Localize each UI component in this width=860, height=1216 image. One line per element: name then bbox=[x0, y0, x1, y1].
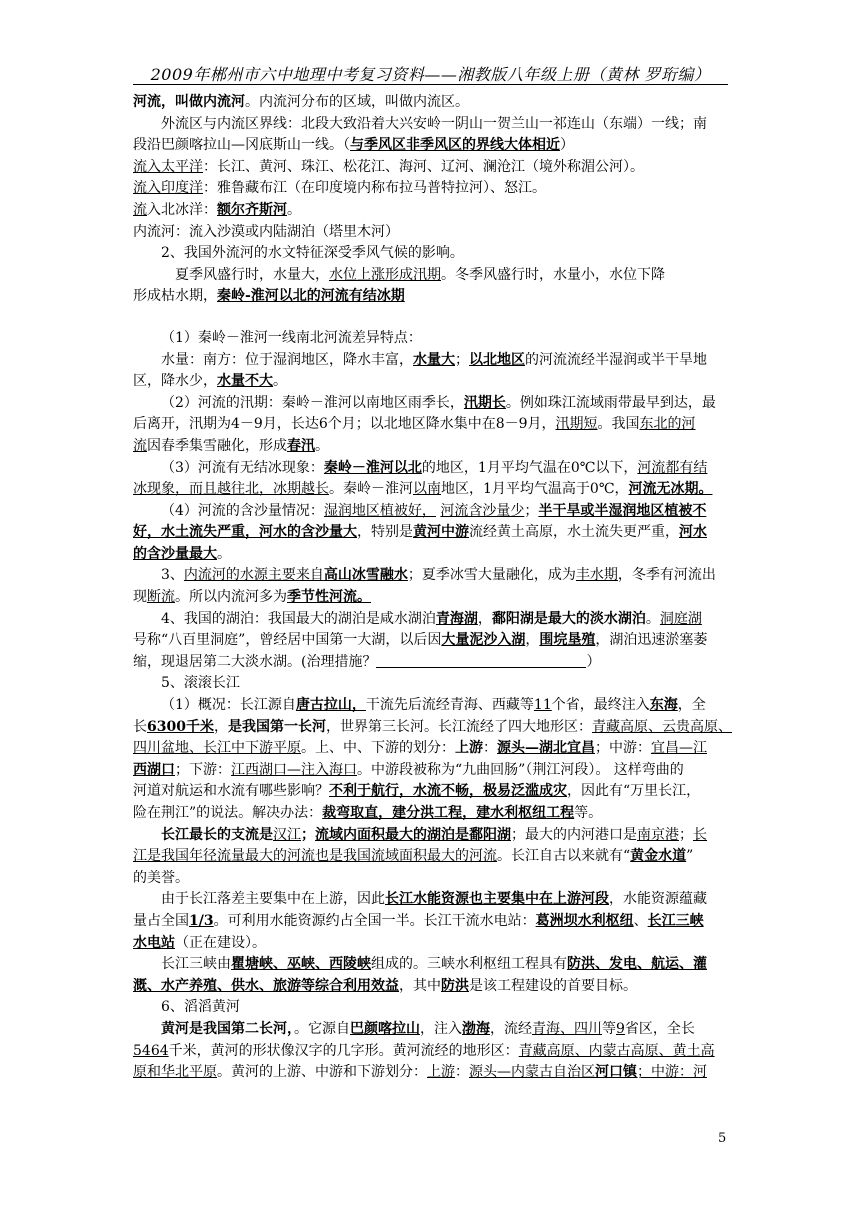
text-run: ；下游： bbox=[175, 761, 231, 778]
text-run: ： bbox=[455, 1064, 469, 1081]
text-line bbox=[133, 479, 728, 501]
text-run: ； bbox=[524, 502, 539, 519]
text-run: 量占全国 bbox=[133, 912, 189, 929]
text-line bbox=[133, 717, 732, 739]
text-line bbox=[133, 911, 728, 933]
text-run: 4、我国的湖泊：我国最大的湖泊是咸水湖泊 bbox=[161, 610, 436, 627]
text-run: 汉江 bbox=[273, 826, 301, 843]
text-run: 丰水期 bbox=[575, 567, 618, 584]
text-run: 入北冰洋： bbox=[147, 201, 217, 218]
text-run: 巴颜喀拉山 bbox=[350, 1020, 420, 1037]
text-line bbox=[133, 436, 728, 458]
text-run: 裁弯取直，建分洪工程，建水利枢纽工程 bbox=[322, 805, 575, 821]
page-number: 5 bbox=[718, 1131, 727, 1146]
text-run: 段沿巴颜喀拉山—冈底斯山一线。（ bbox=[133, 137, 350, 154]
text-line bbox=[133, 286, 728, 308]
text-run: 河流含沙量少 bbox=[440, 502, 525, 519]
text-line bbox=[133, 178, 728, 200]
text-run: ； bbox=[301, 826, 315, 843]
text-run: ，特别是 bbox=[357, 524, 413, 541]
text-line bbox=[133, 522, 728, 544]
text-run: 的美誉。 bbox=[133, 869, 189, 886]
text-line bbox=[133, 1041, 728, 1063]
text-line bbox=[133, 501, 728, 523]
text-run: 瞿塘峡、巫峡、西陵峡 bbox=[231, 956, 371, 973]
text-run: 5、滚滚长江 bbox=[161, 675, 240, 692]
text-run: 汛期短 bbox=[555, 416, 598, 433]
text-run: 。秦岭－淮河 bbox=[329, 481, 413, 498]
text-run: 。黄河的上游、中游和下游划分： bbox=[217, 1064, 427, 1081]
text-run: 。可利用水能资源约占全国一半。长江干流水电站： bbox=[213, 912, 536, 929]
text-run: 宜昌—江 bbox=[651, 740, 707, 757]
header-rule bbox=[133, 84, 728, 85]
text-run: 围垸垦殖 bbox=[539, 632, 596, 649]
text-run: ，注入 bbox=[420, 1020, 462, 1037]
text-run: 省区，全长 bbox=[624, 1020, 695, 1037]
text-run: （4）河流的含沙量情况： bbox=[161, 502, 324, 519]
text-run: 。 bbox=[287, 201, 301, 218]
text-run: 黄河是我国第二长河， bbox=[161, 1020, 294, 1037]
text-run: 断流 bbox=[147, 589, 175, 606]
text-run: 夏季风盛行时，水量大， bbox=[175, 266, 329, 283]
text-run: 内流河的水源主要来自 bbox=[183, 567, 324, 584]
text-run: 唐古拉山， bbox=[295, 697, 366, 714]
text-line bbox=[133, 695, 728, 717]
text-line bbox=[133, 458, 728, 480]
text-line bbox=[133, 803, 728, 825]
text-line bbox=[133, 760, 728, 782]
text-run: 青藏高原、云贵高原、 bbox=[591, 718, 732, 735]
section-heading bbox=[133, 243, 728, 265]
text-run: 防洪 bbox=[441, 977, 469, 994]
text-line bbox=[133, 889, 728, 911]
text-line bbox=[133, 738, 728, 760]
text-run: 源头—湖北宜昌 bbox=[497, 740, 595, 757]
text-run: 3、 bbox=[161, 567, 184, 584]
text-run: 上游 bbox=[455, 740, 483, 757]
text-run: ，冬季有河流出 bbox=[617, 567, 716, 584]
section-heading bbox=[133, 673, 728, 695]
text-run: 大量泥沙入湖 bbox=[441, 632, 526, 649]
text-line bbox=[133, 222, 728, 244]
text-line bbox=[133, 954, 728, 976]
section-heading bbox=[133, 997, 728, 1019]
text-run: 江西湖口—注入海口 bbox=[231, 761, 357, 778]
text-run: 区，降水少， bbox=[133, 373, 217, 390]
text-run: ，全 bbox=[677, 697, 706, 714]
text-line bbox=[133, 846, 728, 868]
text-run: （正在建设）。 bbox=[175, 934, 266, 951]
text-run: 6300千米 bbox=[147, 718, 214, 735]
text-run: 流 bbox=[133, 437, 147, 454]
text-line bbox=[133, 1019, 728, 1041]
text-run: 汛期长 bbox=[463, 394, 506, 411]
text-run: 不利于航行，水流不畅，极易泛滥成灾 bbox=[329, 783, 567, 800]
text-run: 的地区，1月平均气温在0℃以下， bbox=[421, 459, 638, 476]
text-run: 。 bbox=[315, 437, 329, 454]
text-run: 号称“八百里洞庭”，曾经居中国第一大湖，以后因 bbox=[133, 632, 442, 649]
text-line bbox=[133, 565, 728, 587]
text-run: ） bbox=[560, 137, 574, 154]
text-run: ；最大的内河港口是 bbox=[511, 826, 637, 843]
text-run: 渤海 bbox=[462, 1020, 490, 1037]
text-run: 黄金水道 bbox=[630, 848, 687, 865]
text-run: 防洪、发电、航运、灌 bbox=[567, 956, 707, 973]
text-run: 青藏高原、内蒙古高原、黄土高 bbox=[518, 1042, 715, 1059]
text-run: 湿润地区植被好， bbox=[323, 502, 436, 519]
text-run: 个省，最终注入 bbox=[551, 697, 650, 714]
text-run: ：长江、黄河、珠江、松花江、海河、辽河、澜沧江（境外称湄公河）。 bbox=[203, 158, 644, 175]
text-run: 地区，1月平均气温高于0℃， bbox=[441, 481, 629, 498]
text-run: 东北的河 bbox=[639, 416, 696, 433]
text-run: ； bbox=[679, 826, 693, 843]
text-line bbox=[133, 609, 728, 631]
text-run: 、 bbox=[633, 912, 648, 929]
text-run: 的含沙量最大 bbox=[133, 545, 217, 562]
text-line bbox=[133, 135, 728, 157]
document-body bbox=[133, 92, 732, 1084]
text-run: 6、滔滔黄河 bbox=[161, 999, 240, 1016]
text-line bbox=[133, 200, 728, 222]
text-run: 长江三峡由 bbox=[161, 956, 231, 973]
text-run: ； bbox=[455, 351, 469, 368]
text-run: 内流河：流入沙漠或内陆湖泊（塔里木河） bbox=[133, 223, 399, 240]
text-line bbox=[133, 976, 728, 998]
text-run: 以北地区 bbox=[469, 351, 525, 368]
text-run: 江是我国年径流量最大的河流也是我国流域面积最大的河流 bbox=[133, 848, 497, 865]
text-line bbox=[133, 868, 728, 890]
text-run: ， bbox=[477, 610, 492, 627]
text-run: 。它源自 bbox=[294, 1020, 350, 1037]
text-run: （1）秦岭－淮河一线南北河流差异特点： bbox=[161, 329, 422, 346]
text-run: ，水能资源蕴藏 bbox=[609, 891, 707, 908]
text-run: 水位上涨形成汛期 bbox=[329, 266, 441, 283]
text-run: 长 bbox=[133, 718, 147, 735]
text-run: 是该工程建设的首要目标。 bbox=[469, 977, 637, 994]
text-run: 青海、四川 bbox=[532, 1020, 602, 1037]
text-run: 由于长江落差主要集中在上游，因此 bbox=[161, 891, 385, 908]
text-line bbox=[133, 371, 728, 393]
text-run: 是我国第一长河 bbox=[227, 718, 326, 735]
text-run: 。内流河分布的区域，叫做内流区。 bbox=[245, 94, 469, 110]
text-run: （1）概况：长江源自 bbox=[161, 697, 296, 714]
text-run: 洞庭湖 bbox=[659, 610, 702, 627]
text-run: 后离开，汛期为4－9月，长达6个月；以北地区降水集中在8－9月， bbox=[133, 416, 556, 433]
text-run: 春汛 bbox=[287, 437, 315, 454]
text-run: （3）河流有无结冰现象： bbox=[161, 459, 324, 476]
text-run: 青海湖 bbox=[435, 610, 478, 627]
text-run: 。所以内流河多为 bbox=[175, 589, 287, 606]
text-run: 形成枯水期， bbox=[133, 288, 217, 305]
answer-blank bbox=[376, 653, 586, 668]
text-run: 河流无冰期。 bbox=[628, 481, 713, 498]
text-line bbox=[133, 781, 728, 803]
text-run: 等 bbox=[602, 1020, 616, 1037]
text-run: 与季风区非季风区的界线大体相近 bbox=[350, 137, 560, 154]
text-run: 高山冰雪融水 bbox=[323, 567, 408, 584]
text-line bbox=[133, 265, 728, 287]
text-run: ，因此有“万里长江， bbox=[567, 783, 701, 800]
text-run: 溉、水产养殖、供水、旅游等综合利用效益 bbox=[133, 977, 399, 994]
text-run: ， bbox=[525, 632, 540, 649]
text-run: 西湖口 bbox=[133, 761, 175, 778]
text-line bbox=[133, 328, 728, 350]
text-run: 以南 bbox=[413, 481, 441, 498]
text-run: 。长江自古以来就有“ bbox=[497, 848, 631, 865]
text-run: 河流都有结 bbox=[637, 459, 708, 476]
text-run: 外流区与内流区界线：北段大致沿着大兴安岭一阴山一贺兰山一祁连山（东端）一线；南 bbox=[161, 115, 707, 132]
text-run: ；中游： bbox=[595, 740, 651, 757]
text-run: 。 bbox=[217, 545, 231, 562]
text-run: 河口镇 bbox=[595, 1064, 637, 1081]
text-run: 1/3 bbox=[189, 912, 214, 929]
text-run: ：雅鲁藏布江（在印度境内称布拉马普特拉河）、怒江。 bbox=[203, 180, 546, 197]
text-run: ” bbox=[686, 848, 694, 865]
text-line bbox=[133, 933, 728, 955]
text-line bbox=[133, 652, 728, 674]
text-run: ） bbox=[586, 653, 601, 670]
text-run: 东海 bbox=[649, 697, 678, 714]
text-run: （2）河流的汛期：秦岭－淮河以南地区雨季长， bbox=[161, 394, 464, 411]
text-run: 。上、中、下游的划分： bbox=[301, 740, 455, 757]
text-run: 流经黄土高原，水土流失更严重， bbox=[469, 524, 679, 541]
text-line bbox=[133, 114, 728, 136]
blank-gap bbox=[133, 308, 728, 328]
text-run: 现 bbox=[133, 589, 147, 606]
text-line bbox=[133, 587, 728, 609]
text-run: 水量：南方：位于湿润地区，降水丰富， bbox=[161, 351, 413, 368]
text-line bbox=[133, 92, 728, 114]
text-run: 葛洲坝水利枢纽 bbox=[535, 912, 634, 929]
text-run: ；中游：河 bbox=[637, 1064, 707, 1081]
text-run: 黄河中游 bbox=[413, 524, 469, 541]
text-run: 。中游段被称为“九曲回肠”（荆江河段）。 这样弯曲的 bbox=[357, 761, 684, 778]
text-run: 组成的。三峡水利枢纽工程具有 bbox=[371, 956, 567, 973]
text-run: 等。 bbox=[574, 805, 603, 821]
text-run: 2、我国外流河的水文特征深受季风气候的影响。 bbox=[161, 245, 464, 262]
text-run: 9 bbox=[616, 1020, 625, 1037]
text-run: 南京港 bbox=[637, 826, 679, 843]
text-run: 5464 bbox=[133, 1042, 169, 1059]
text-run: ， bbox=[213, 718, 228, 735]
text-run: 长江三峡 bbox=[647, 912, 704, 929]
text-run: ，其中 bbox=[399, 977, 441, 994]
text-run: 长江水能资源也主要集中在上游河段 bbox=[385, 891, 609, 908]
text-run: 水电站 bbox=[133, 934, 175, 951]
text-run: 流入印度洋 bbox=[133, 180, 203, 197]
text-run: 长江最长的支流是 bbox=[161, 826, 273, 843]
text-run: 。 bbox=[645, 610, 660, 627]
text-run: ，世界第三长河。长江流经了四大地形区： bbox=[325, 718, 592, 735]
text-run: 长 bbox=[693, 826, 707, 843]
text-line bbox=[133, 157, 728, 179]
text-run: 流入太平洋 bbox=[133, 158, 203, 175]
text-run: 流域内面积最大的湖泊是鄱阳湖 bbox=[315, 826, 511, 843]
text-run: ： bbox=[483, 740, 497, 757]
text-run: 秦岭－淮河以北 bbox=[323, 459, 422, 476]
text-run: 流 bbox=[133, 201, 147, 218]
text-run: 的河流流经半湿润或半干旱地 bbox=[525, 351, 707, 368]
text-run: 因春季集雪融化，形成 bbox=[147, 437, 287, 454]
text-run: 千米，黄河的形状像汉字的几字形。黄河流经的地形区： bbox=[168, 1042, 519, 1059]
text-run: 河流，叫做内流河 bbox=[133, 94, 245, 110]
text-run: 水量不大 bbox=[217, 373, 273, 390]
text-run: 额尔齐斯河 bbox=[217, 201, 287, 218]
text-line bbox=[133, 1062, 728, 1084]
text-run: 。我国 bbox=[597, 416, 640, 433]
text-run: ，湖泊迅速淤塞萎 bbox=[595, 632, 708, 649]
text-line bbox=[133, 630, 728, 652]
text-run: 冰现象，而且越往北，冰期越长 bbox=[133, 481, 329, 498]
text-run: 四川盆地、长江中下游平原 bbox=[133, 740, 301, 757]
text-run: 河道对航运和水流有哪些影响？ bbox=[133, 783, 329, 800]
text-run: 河水 bbox=[679, 524, 707, 541]
text-run: 秦岭-淮河以北的河流有结冰期 bbox=[217, 288, 405, 305]
text-run: 。 bbox=[273, 373, 287, 390]
text-run: 好，水土流失严重，河水的含沙量大 bbox=[133, 524, 357, 541]
text-line bbox=[133, 393, 728, 415]
text-run: 。例如珠江流域雨带最早到达，最 bbox=[505, 394, 716, 411]
text-line bbox=[133, 414, 728, 436]
text-run: 水量大 bbox=[413, 351, 455, 368]
text-run: 半干旱或半湿润地区植被不 bbox=[538, 502, 707, 519]
text-run: 11 bbox=[533, 697, 552, 714]
text-run: ，流经 bbox=[490, 1020, 532, 1037]
text-run: 鄱阳湖是最大的淡水湖泊 bbox=[491, 610, 646, 627]
text-run: 原和华北平原 bbox=[133, 1064, 217, 1081]
text-run: 上游 bbox=[427, 1064, 455, 1081]
text-line bbox=[133, 350, 728, 372]
text-run: 险在荆江”的说法。解决办法： bbox=[133, 805, 323, 821]
text-run: 干流先后流经青海、西藏等 bbox=[365, 697, 534, 714]
page-header: 2009年郴州市六中地理中考复习资料——湘教版八年级上册（黄林 罗珩编） bbox=[150, 65, 711, 84]
text-run: 。冬季风盛行时，水量小，水位下降 bbox=[441, 266, 665, 283]
text-line bbox=[133, 544, 728, 566]
text-run: 源头—内蒙古自治区 bbox=[469, 1064, 595, 1081]
text-line bbox=[133, 825, 728, 847]
text-run: ；夏季冰雪大量融化，成为 bbox=[407, 567, 576, 584]
text-run: 缩，现退居第二大淡水湖。(治理措施？ bbox=[133, 653, 377, 670]
text-run: 季节性河流。 bbox=[287, 589, 371, 606]
